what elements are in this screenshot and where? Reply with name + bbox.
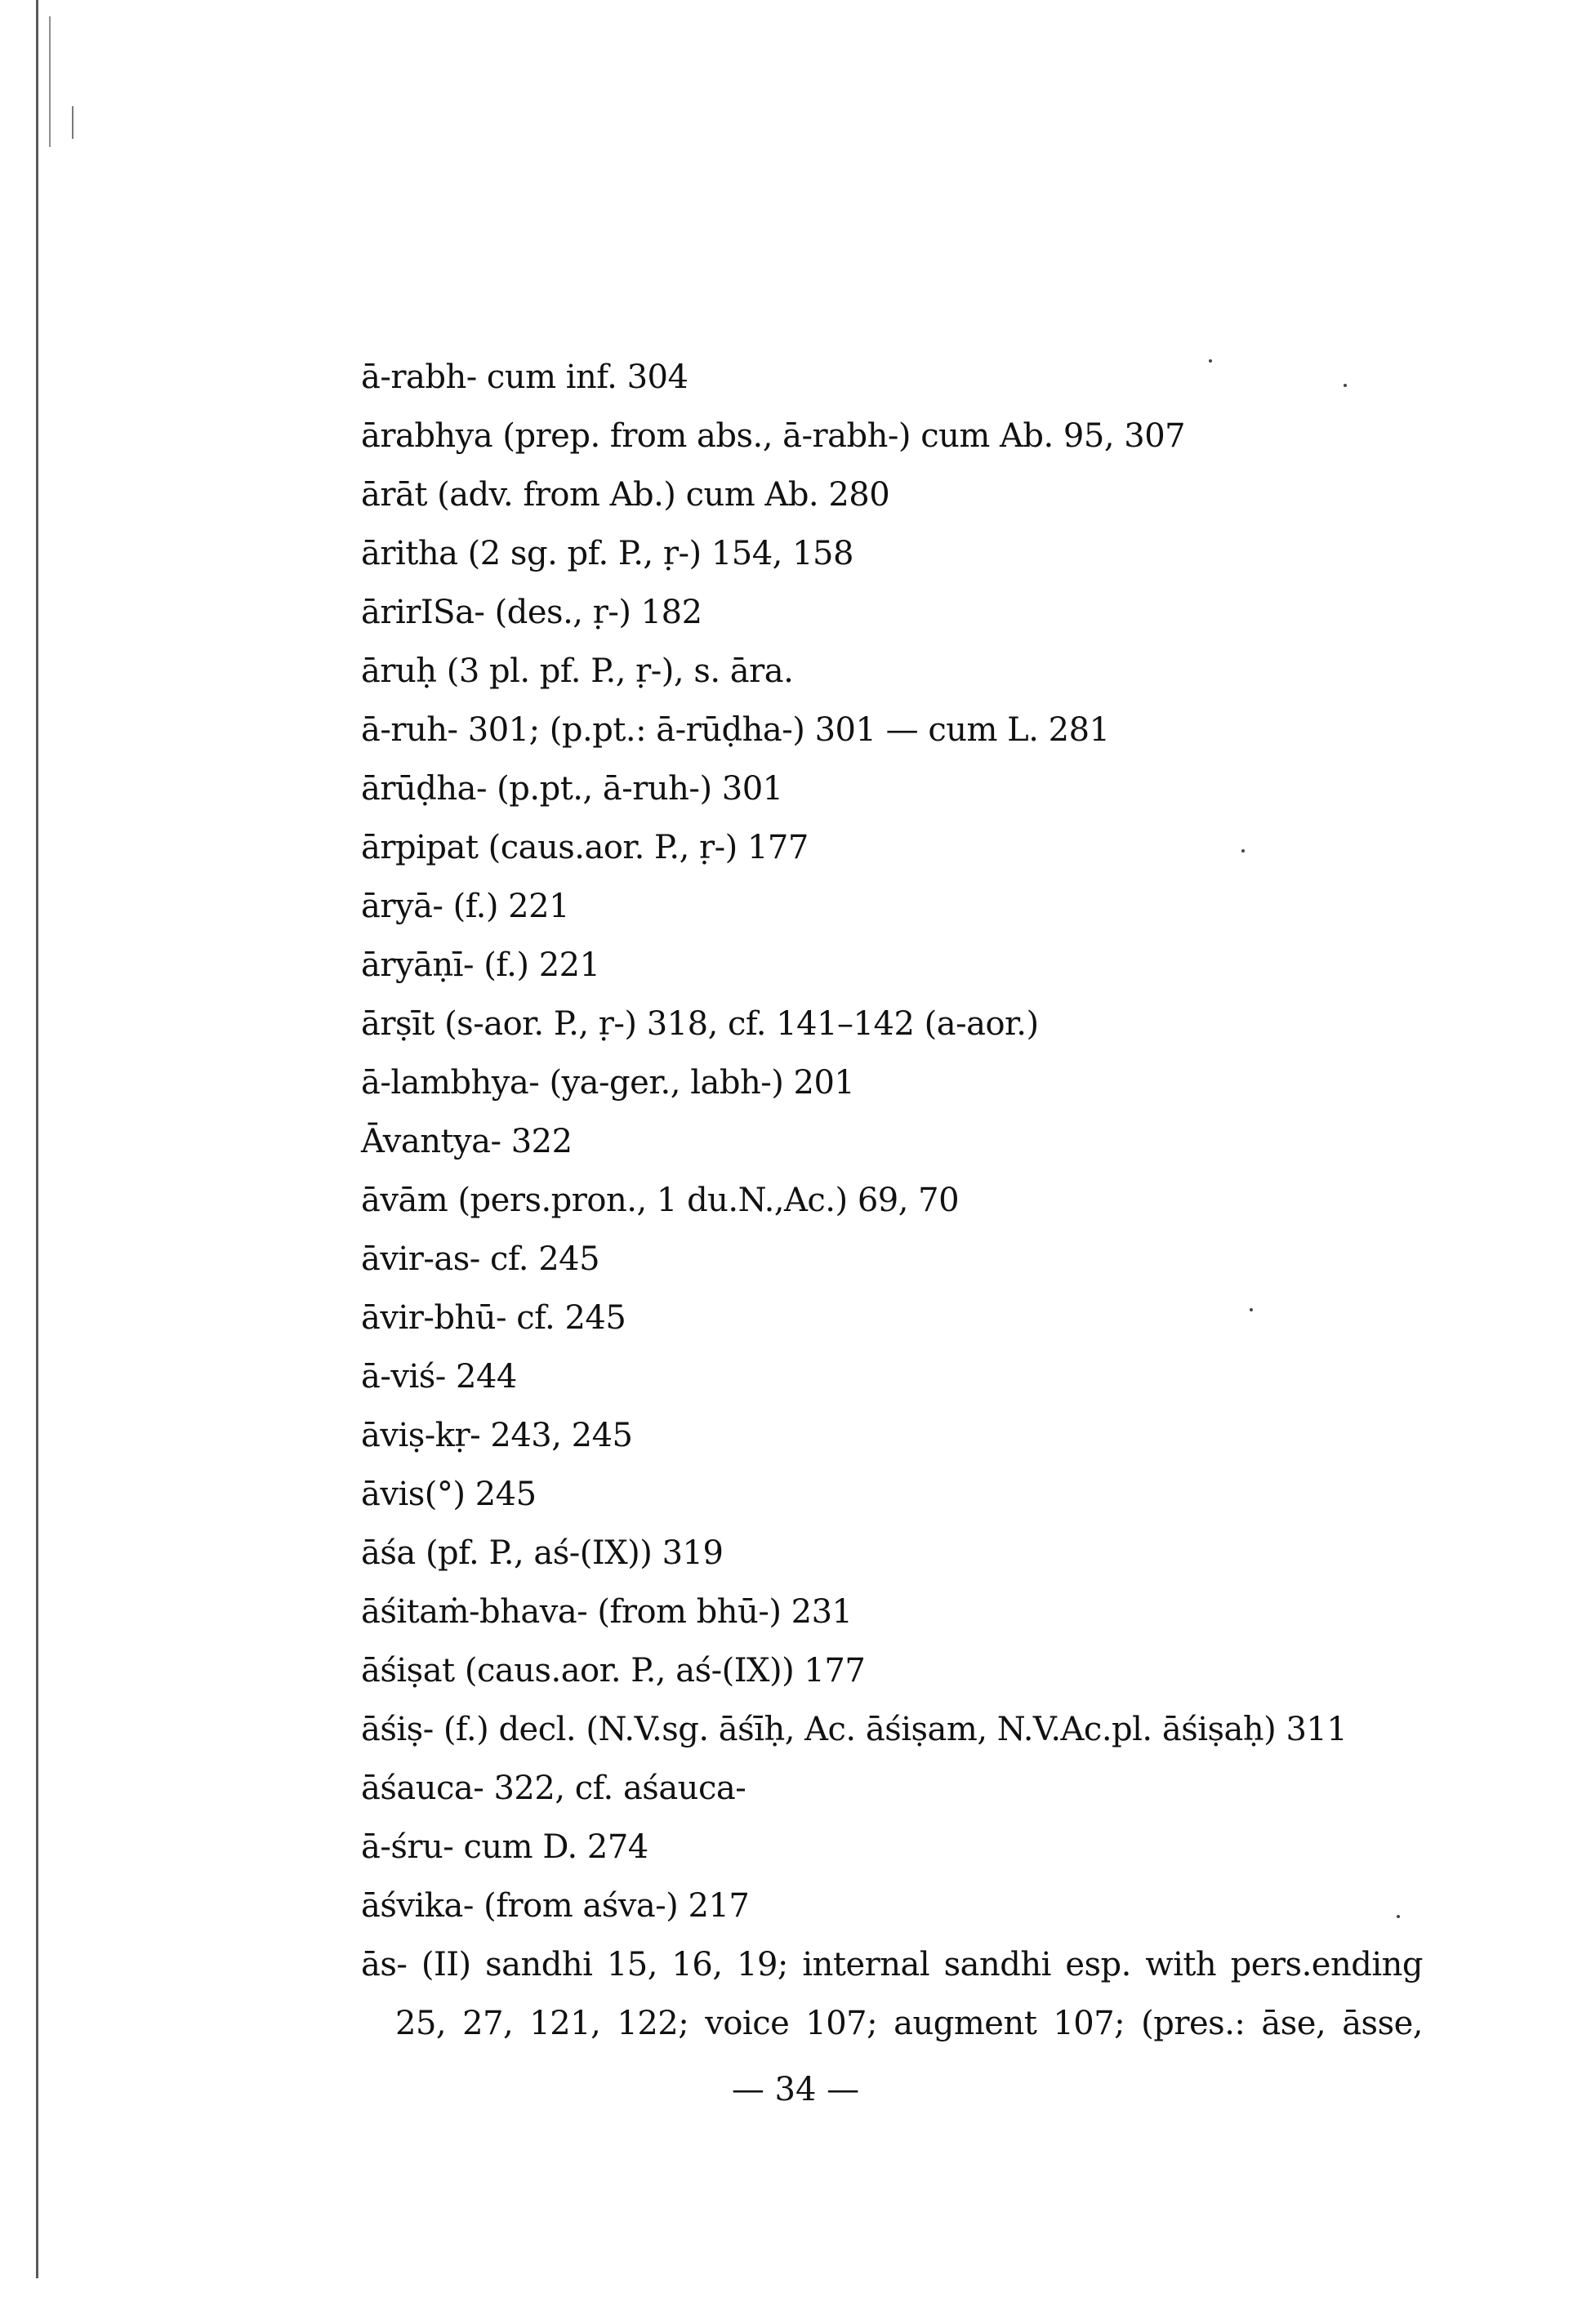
index-entries [361,348,1423,2053]
index-entry: ā-lambhya- (ya-ger., labh-) 201 [361,1064,855,1102]
index-entry: ā-ruh- 301; (p.pt.: ā-rūḍha-) 301 — cum L. 281 [361,711,1110,749]
index-entry: ārāt (adv. from Ab.) cum Ab. 280 [361,476,890,514]
index-entry: āryā- (f.) 221 [361,888,570,925]
index-entry: ārpipat (caus.aor. P., ṛ-) 177 [361,829,809,866]
index-entry: āvir-as- cf. 245 [361,1240,600,1278]
index-entry: āviṣ-kṛ- 243, 245 [361,1417,633,1454]
binding-edge-line [49,16,51,147]
index-entry: āśiṣat (caus.aor. P., aś-(IX)) 177 [361,1652,866,1690]
index-entry: ārirISa- (des., ṛ-) 182 [361,594,702,631]
index-entry: āvis(°) 245 [361,1476,537,1513]
index-entry: āvām (pers.pron., 1 du.N.,Ac.) 69, 70 [361,1182,960,1219]
entry-continuation-line: 25, 27, 121, 122; voice 107; augment 107; (pres.: āse, āsse, [395,2005,1423,2042]
index-entry: āśvika- (from aśva-) 217 [361,1887,750,1925]
index-entry: ārūḍha- (p.pt., ā-ruh-) 301 [361,770,783,808]
index-entry: ā-viś- 244 [361,1358,517,1396]
index-entry: āruḥ (3 pl. pf. P., ṛ-), s. āra. [361,652,794,690]
index-entry: ārabhya (prep. from abs., ā-rabh-) cum Ab. 95, 307 [361,417,1186,455]
index-entry: ārṣīt (s-aor. P., ṛ-) 318, cf. 141–142 (a-aor.) [361,1005,1039,1043]
index-entry: ā-rabh- cum inf. 304 [361,358,689,396]
index-entry: āśiṣ- (f.) decl. (N.V.sg. āśīḥ, Ac. āśiṣam, N.V.Ac.pl. āśiṣaḥ) 311 [361,1711,1348,1748]
index-entry: āvir-bhū- cf. 245 [361,1299,626,1337]
index-entry: āryāṇī- (f.) 221 [361,946,600,984]
index-entry-multiline [361,1935,1423,2053]
binding-edge-line [72,106,74,139]
index-entry: āśa (pf. P., aś-(IX)) 319 [361,1534,724,1572]
index-entry: āśitaṁ-bhava- (from bhū-) 231 [361,1593,853,1631]
index-entry: āritha (2 sg. pf. P., ṛ-) 154, 158 [361,535,853,572]
index-entry: Āvantya- 322 [361,1123,573,1160]
index-entry: ā-śru- cum D. 274 [361,1828,648,1866]
page-number: — 34 — [731,2071,860,2108]
index-entry: āśauca- 322, cf. aśauca- [361,1770,746,1807]
binding-edge-line [36,0,38,2278]
entry-line: ās- (II) sandhi 15, 16, 19; internal sandhi esp. with pers.ending [361,1946,1423,1983]
